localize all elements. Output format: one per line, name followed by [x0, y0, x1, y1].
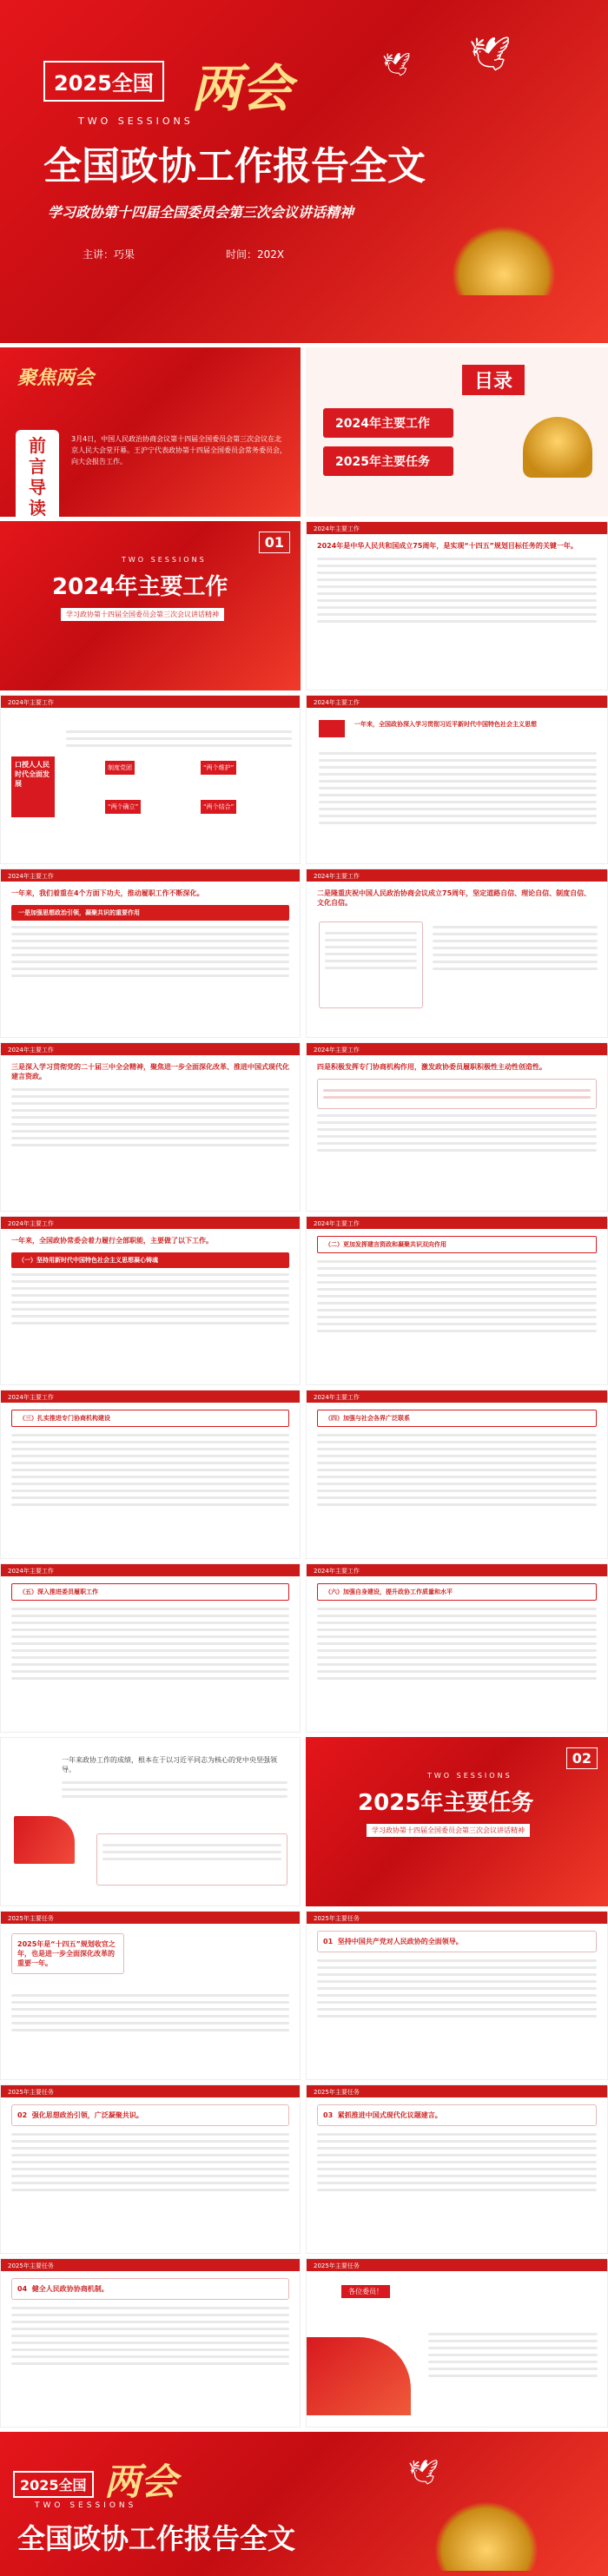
- slide-heading: 一年来，全国政协常委会着力履行全部职能，主要做了以下工作。: [11, 1237, 213, 1245]
- content-slide-14: [0, 1390, 301, 1559]
- item-number: 04: [17, 2285, 28, 2293]
- concept-card-3: “两个确立”: [105, 800, 141, 814]
- time-line: 时间：202X: [226, 248, 285, 261]
- heading-box: 2025年是“十四五”规划收官之年，也是进一步全面深化改革的重要一年。: [11, 1933, 124, 1974]
- section1-two-sessions: TWO SESSIONS: [122, 556, 207, 564]
- content-slide-13: [306, 1216, 608, 1385]
- end-lianghui-art: 两会: [104, 2460, 178, 2503]
- stone-lion-illustration: [523, 417, 592, 478]
- dove-icon: 🕊: [382, 52, 412, 78]
- preface-slide: [0, 347, 301, 517]
- content-slide-20: [0, 1911, 301, 2080]
- section-ribbon: （五）深入推进委员履职工作: [11, 1583, 289, 1601]
- tiananmen-illustration: [452, 226, 556, 295]
- text-lines: [11, 1273, 289, 1324]
- quote-box: [317, 1079, 597, 1109]
- text-lines: [317, 558, 597, 623]
- year-badge: 2025全国: [43, 61, 164, 102]
- slide-header: 2024年主要工作: [307, 869, 607, 882]
- section-ribbon: （三）扎实推进专门协商机构建设: [11, 1410, 289, 1427]
- speaker-line: [83, 247, 135, 261]
- item-heading: 坚持中国共产党对人民政协的全面领导。: [337, 1938, 463, 1945]
- heading-box: [317, 2104, 597, 2126]
- slide-header: 2024年主要工作: [307, 1043, 607, 1055]
- preface-text: 3月4日，中国人民政治协商会议第十四届全国委员会第三次会议在北京人民大会堂开幕。王沪宁代表政协第十四届全国委员会常务委员会，向大会报告工作。: [71, 435, 287, 466]
- heading-box: [317, 1931, 597, 1952]
- toc-list: [323, 400, 453, 485]
- toc-item-1[interactable]: 2024年主要工作: [323, 408, 453, 438]
- slide-heading: 2024年是中华人民共和国成立75周年，是实现“十四五”规划目标任务的关键一年。: [317, 542, 578, 550]
- content-slide-5: [306, 521, 608, 690]
- toc-slide: [306, 347, 608, 517]
- quote-box: [319, 921, 423, 1008]
- text-lines: [11, 1088, 289, 1146]
- address-label: 各位委员！: [341, 2285, 390, 2298]
- slide-header: 2024年主要工作: [307, 696, 607, 708]
- section-ribbon: （二）更加发挥建言资政和凝聚共识双向作用: [317, 1236, 597, 1253]
- text-lines: [319, 748, 597, 829]
- content-slide-8: [0, 869, 301, 1038]
- section1-slide: [0, 521, 301, 690]
- cover-slide: [0, 0, 608, 343]
- sub-ribbon: （一）坚持用新时代中国特色社会主义思想凝心铸魂: [11, 1252, 289, 1268]
- cover-subtitle: 学习政协第十四届全国委员会第三次会议讲话精神: [48, 204, 354, 221]
- content-slide-22: [0, 2084, 301, 2254]
- dove-icon: 🕊: [408, 2458, 439, 2487]
- text-lines: [66, 726, 292, 751]
- section1-subtitle: 学习政协第十四届全国委员会第三次会议讲话精神: [61, 608, 224, 621]
- text-lines: [317, 1114, 597, 1152]
- slide-heading: 一年来，全国政协深入学习贯彻习近平新时代中国特色社会主义思想: [354, 721, 537, 728]
- text-lines: [317, 1260, 597, 1332]
- item-number: 01: [323, 1938, 334, 1945]
- slide-header: 2024年主要工作: [307, 1564, 607, 1576]
- slide-heading: 一年来，我们着重在4个方面下功夫，推动履职工作不断深化。: [11, 889, 204, 897]
- item-heading: 强化思想政治引领，广泛凝聚共识。: [31, 2111, 143, 2119]
- slide-header: 2024年主要工作: [1, 696, 300, 708]
- concept-card-1: 制度党团: [105, 761, 135, 775]
- content-slide-25: [306, 2258, 608, 2427]
- quote-text: 一年来政协工作的成绩，根本在于以习近平同志为核心的党中央坚强领导。: [62, 1756, 277, 1773]
- slide-header: 2024年主要工作: [307, 1217, 607, 1229]
- concept-card-2: “两个维护”: [201, 761, 236, 775]
- item-heading: 健全人民政协协商机制。: [31, 2285, 109, 2293]
- toc-item-2[interactable]: 2025年主要任务: [323, 446, 453, 476]
- flag-icon: [319, 720, 345, 737]
- slide-header: 2025年主要任务: [1, 1912, 300, 1924]
- text-lines: [11, 1434, 289, 1506]
- content-slide-10: [0, 1042, 301, 1212]
- slide-heading: 四是积极发挥专门协商机构作用，激发政协委员履职积极性主动性创造性。: [317, 1063, 546, 1071]
- slide-header: 2024年主要工作: [1, 869, 300, 882]
- content-slide-16: [0, 1563, 301, 1733]
- slide-heading: 二是隆重庆祝中国人民政治协商会议成立75周年，坚定道路自信、理论自信、制度自信、文化自信。: [317, 889, 591, 907]
- text-lines: [317, 1608, 597, 1680]
- content-slide-17: [306, 1563, 608, 1733]
- dove-icon: 🕊: [469, 35, 512, 73]
- section2-two-sessions: TWO SESSIONS: [427, 1772, 512, 1780]
- preface-label: 前言导读: [16, 430, 59, 517]
- section2-title: 2025年主要任务: [358, 1790, 534, 1816]
- content-slide-9: [306, 869, 608, 1038]
- item-number: 03: [323, 2111, 334, 2119]
- quote-box: [96, 1833, 287, 1886]
- section2-subtitle: 学习政协第十四届全国委员会第三次会议讲话精神: [367, 1824, 530, 1837]
- slide-header: 2024年主要工作: [1, 1217, 300, 1229]
- text-lines: [317, 1434, 597, 1506]
- slide-header: 2024年主要工作: [1, 1390, 300, 1403]
- slide-header: 2025年主要任务: [1, 2085, 300, 2097]
- slide-heading: 三是深入学习贯彻党的二十届三中全会精神，聚焦进一步全面深化改革、推进中国式现代化建言资政。: [11, 1063, 289, 1080]
- text-lines: [317, 2133, 597, 2191]
- lianghui-art: 两会: [191, 59, 293, 118]
- slide-header: 2024年主要工作: [1, 1564, 300, 1576]
- text-lines: [62, 1777, 287, 1802]
- toc-title: 目录: [462, 365, 525, 395]
- content-slide-24: [0, 2258, 301, 2427]
- content-slide-18: [0, 1737, 301, 1906]
- section2-number: 02: [566, 1747, 598, 1769]
- slide-header: 2025年主要任务: [307, 2085, 607, 2097]
- speaker-name: 巧果: [114, 248, 135, 261]
- end-main-title: 全国政协工作报告全文: [17, 2522, 296, 2555]
- text-lines: [11, 2307, 289, 2365]
- section-ribbon: （六）加强自身建设，提升政协工作质量和水平: [317, 1583, 597, 1601]
- end-year-badge: 2025全国: [13, 2471, 94, 2498]
- heading-box: [11, 2104, 289, 2126]
- red-flag-illustration: [307, 2337, 411, 2415]
- text-lines: [11, 926, 289, 977]
- section2-slide: [306, 1737, 608, 1906]
- concept-card-4: “两个结合”: [201, 800, 236, 814]
- item-number: 02: [17, 2111, 28, 2119]
- text-lines: [11, 2133, 289, 2191]
- content-slide-21: [306, 1911, 608, 2080]
- content-slide-12: [0, 1216, 301, 1385]
- text-lines: [317, 1959, 597, 2018]
- left-label-box: 口授人人民时代全面发展: [11, 756, 55, 817]
- section1-title: 2024年主要工作: [52, 574, 228, 600]
- slide-header: 2025年主要任务: [1, 2259, 300, 2271]
- content-slide-15: [306, 1390, 608, 1559]
- text-lines: [428, 2328, 598, 2381]
- section-ribbon: （四）加强与社会各界广泛联系: [317, 1410, 597, 1427]
- cover-main-title: 全国政协工作报告全文: [43, 144, 426, 188]
- speaker-label: 主讲：: [83, 248, 115, 261]
- content-slide-11: [306, 1042, 608, 1212]
- heading-box: [11, 2278, 289, 2300]
- slide-header: 2025年主要任务: [307, 2259, 607, 2271]
- slide-header: 2024年主要工作: [307, 522, 607, 534]
- end-slide: [0, 2432, 608, 2576]
- two-sessions-label: TWO SESSIONS: [78, 116, 194, 127]
- jujiao-logo: 聚焦两会: [17, 367, 95, 389]
- end-two-sessions: TWO SESSIONS: [35, 2501, 137, 2510]
- sub-ribbon: 一是加强思想政治引领，凝聚共识的重要作用: [11, 905, 289, 921]
- slide-header: 2024年主要工作: [307, 1390, 607, 1403]
- content-slide-6: [0, 695, 301, 864]
- slide-header: 2025年主要任务: [307, 1912, 607, 1924]
- text-lines: [11, 1990, 289, 2036]
- item-heading: 紧抓推进中国式现代化议题建言。: [337, 2111, 442, 2119]
- content-slide-7: [306, 695, 608, 864]
- tiananmen-illustration: [434, 2501, 539, 2571]
- content-slide-23: [306, 2084, 608, 2254]
- text-lines: [433, 921, 598, 974]
- slide-header: 2024年主要工作: [1, 1043, 300, 1055]
- section1-number: 01: [259, 532, 290, 553]
- text-lines: [11, 1608, 289, 1680]
- red-flag-illustration: [14, 1816, 75, 1864]
